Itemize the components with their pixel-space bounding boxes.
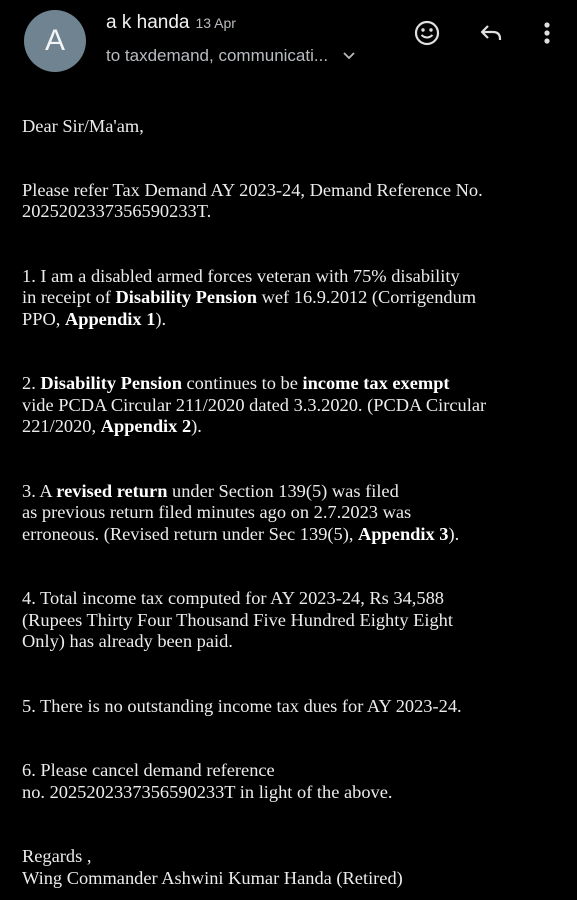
emoji-icon — [413, 19, 441, 52]
point-4-line-3: Only) has already been paid. — [22, 631, 233, 651]
point-1-line-1: 1. I am a disabled armed forces veteran with 75% disability — [22, 265, 460, 286]
point-4-line-1: 4. Total income tax computed for AY 2023-24, Rs 34,588 — [22, 588, 444, 608]
sender-line — [106, 12, 236, 34]
appendix-1-ref: Appendix 1 — [64, 308, 156, 329]
point-4-line-2: (Rupees Thirty Four Thousand Five Hundred Eighty Eight — [22, 609, 453, 630]
intro-line-2: 2025202337356590233T. — [22, 201, 212, 221]
emoji-reaction-button[interactable] — [410, 18, 444, 52]
greeting: Dear Sir/Ma'am, — [22, 116, 144, 136]
reply-icon — [477, 19, 505, 52]
point-2-line-2: vide PCDA Circular 211/2020 dated 3.3.2020. (PCDA Circular — [22, 394, 487, 415]
email-date: 13 Apr — [195, 15, 236, 31]
chevron-down-icon[interactable] — [342, 48, 356, 64]
point-1-line-2: in receipt of Disability Pension wef 16.9.2012 (Corrigendum — [22, 287, 477, 307]
intro-line-1: Please refer Tax Demand AY 2023-24, Demand Reference No. — [22, 179, 483, 200]
point-3-line-2: as previous return filed minutes ago on 2.7.2023 was — [22, 502, 412, 522]
email-header — [0, 0, 577, 90]
appendix-2-ref: Appendix 2 — [100, 416, 192, 436]
more-options-button[interactable] — [530, 18, 564, 52]
point-2-line-3: 221/2020, Appendix 2). — [22, 416, 202, 436]
point-6-line-1: 6. Please cancel demand reference — [22, 760, 275, 780]
closing: Regards , — [22, 846, 92, 866]
point-3-line-3: erroneous. (Revised return under Sec 139(5), Appendix 3). — [22, 523, 460, 544]
appendix-3-ref: Appendix 3 — [358, 523, 449, 544]
signature: Wing Commander Ashwini Kumar Handa (Retired) — [22, 867, 403, 888]
point-1-line-3: PPO, Appendix 1). — [22, 308, 167, 329]
point-3-line-1: 3. A revised return under Section 139(5) was filed — [22, 480, 399, 501]
reply-button[interactable] — [474, 18, 508, 52]
email-body — [22, 116, 562, 889]
avatar[interactable]: A — [24, 10, 86, 72]
more-vert-icon — [542, 19, 552, 52]
recipients-text[interactable]: to taxdemand, communicati... — [106, 46, 329, 65]
point-5: 5. There is no outstanding income tax dues for AY 2023-24. — [22, 695, 462, 716]
point-2-line-1: 2. Disability Pension continues to be income tax exempt — [22, 373, 450, 393]
point-6-line-2: no. 2025202337356590233T in light of the above. — [22, 781, 393, 802]
sender-name[interactable]: a k handa — [106, 12, 190, 33]
recipients-row[interactable] — [106, 46, 356, 66]
